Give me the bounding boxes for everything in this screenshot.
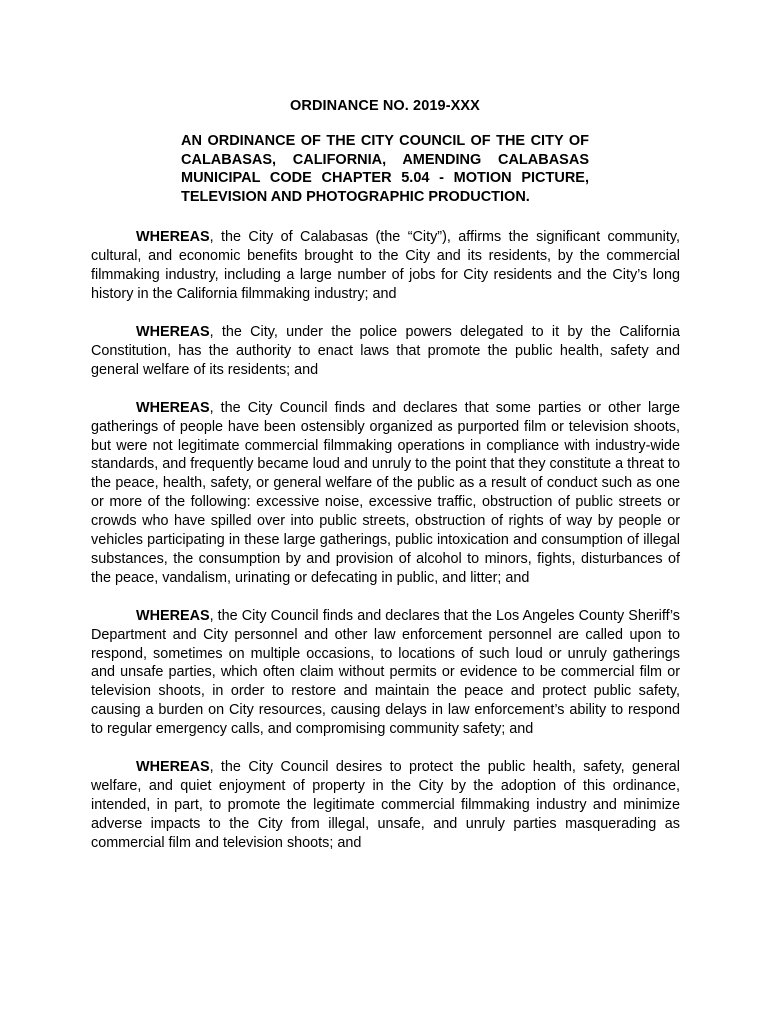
paragraph-text: , the City, under the police powers delegated to it by the California Constitution, has the authority to enact laws that promote the public health, safety and general welfare of its residents; and [91,323,680,378]
ordinance-subtitle: AN ORDINANCE OF THE CITY COUNCIL OF THE CITY OF CALABASAS, CALIFORNIA, AMENDING CALABASAS MUNICIPAL CODE CHAPTER 5.04 - MOTION PICTURE, TELEVISION AND PHOTOGRAPHIC PRODUCTION. [181,133,589,205]
whereas-keyword: WHEREAS [136,229,210,245]
whereas-keyword: WHEREAS [136,323,210,340]
paragraph-text: , the City Council finds and declares that some parties or other large gatherings of people have been ostensibly organized as purported film or television shoots, but were not legitimate commercial filmmaking operations in compliance with industry-wide standards, and frequently became loud and unruly to the point that they constitute a threat to the peace, health, safety, or general welfare of the public as a result of conduct such as one or more of the following: excessive noise, excessive traffic, obstruction of public streets or crowds who have spilled over into public streets, obstruction of rights of way by people or vehicles participating in these large gatherings, public intoxication and consumption of illegal substances, the consumption by and provision of alcohol to minors, fights, disturbances of the peace, vandalism, urinating or defecating in public, and litter; and [91,399,680,586]
whereas-paragraph [91,607,680,739]
paragraph-text: , the City Council finds and declares that the Los Angeles County Sheriff’s Department and City personnel and other law enforcement personnel are called upon to respond, sometimes on multiple occasions, to locations of such loud or unruly gatherings and unsafe parties, which often claim without permits or evidence to be commercial film or television shoots, in order to restore and maintain the peace and protect public safety, causing a burden on City resources, causing delays in law enforcement’s ability to respond to regular emergency calls, and compromising community safety; and [91,607,680,737]
ordinance-body [91,228,680,872]
whereas-keyword: WHEREAS [136,607,210,624]
whereas-paragraph [91,399,680,587]
whereas-paragraph [91,323,680,380]
whereas-paragraph [91,758,680,852]
ordinance-title: ORDINANCE NO. 2019-XXX [290,98,480,114]
paragraph-text: , the City of Calabasas (the “City”), affirms the significant community, cultural, and economic benefits brought to the City and its residents, by the commercial filmmaking industry, including a large number of jobs for City residents and the City’s long history in the California filmmaking industry; and [91,229,680,302]
paragraph-text: , the City Council desires to protect the public health, safety, general welfare, and quiet enjoyment of property in the City by the adoption of this ordinance, intended, in part, to promote the legitimate commercial filmmaking industry and minimize adverse impacts to the City from illegal, unsafe, and unruly parties masquerading as commercial film and television shoots; and [91,759,680,851]
whereas-keyword: WHEREAS [136,759,210,776]
whereas-keyword: WHEREAS [136,399,210,416]
whereas-paragraph [91,228,680,303]
